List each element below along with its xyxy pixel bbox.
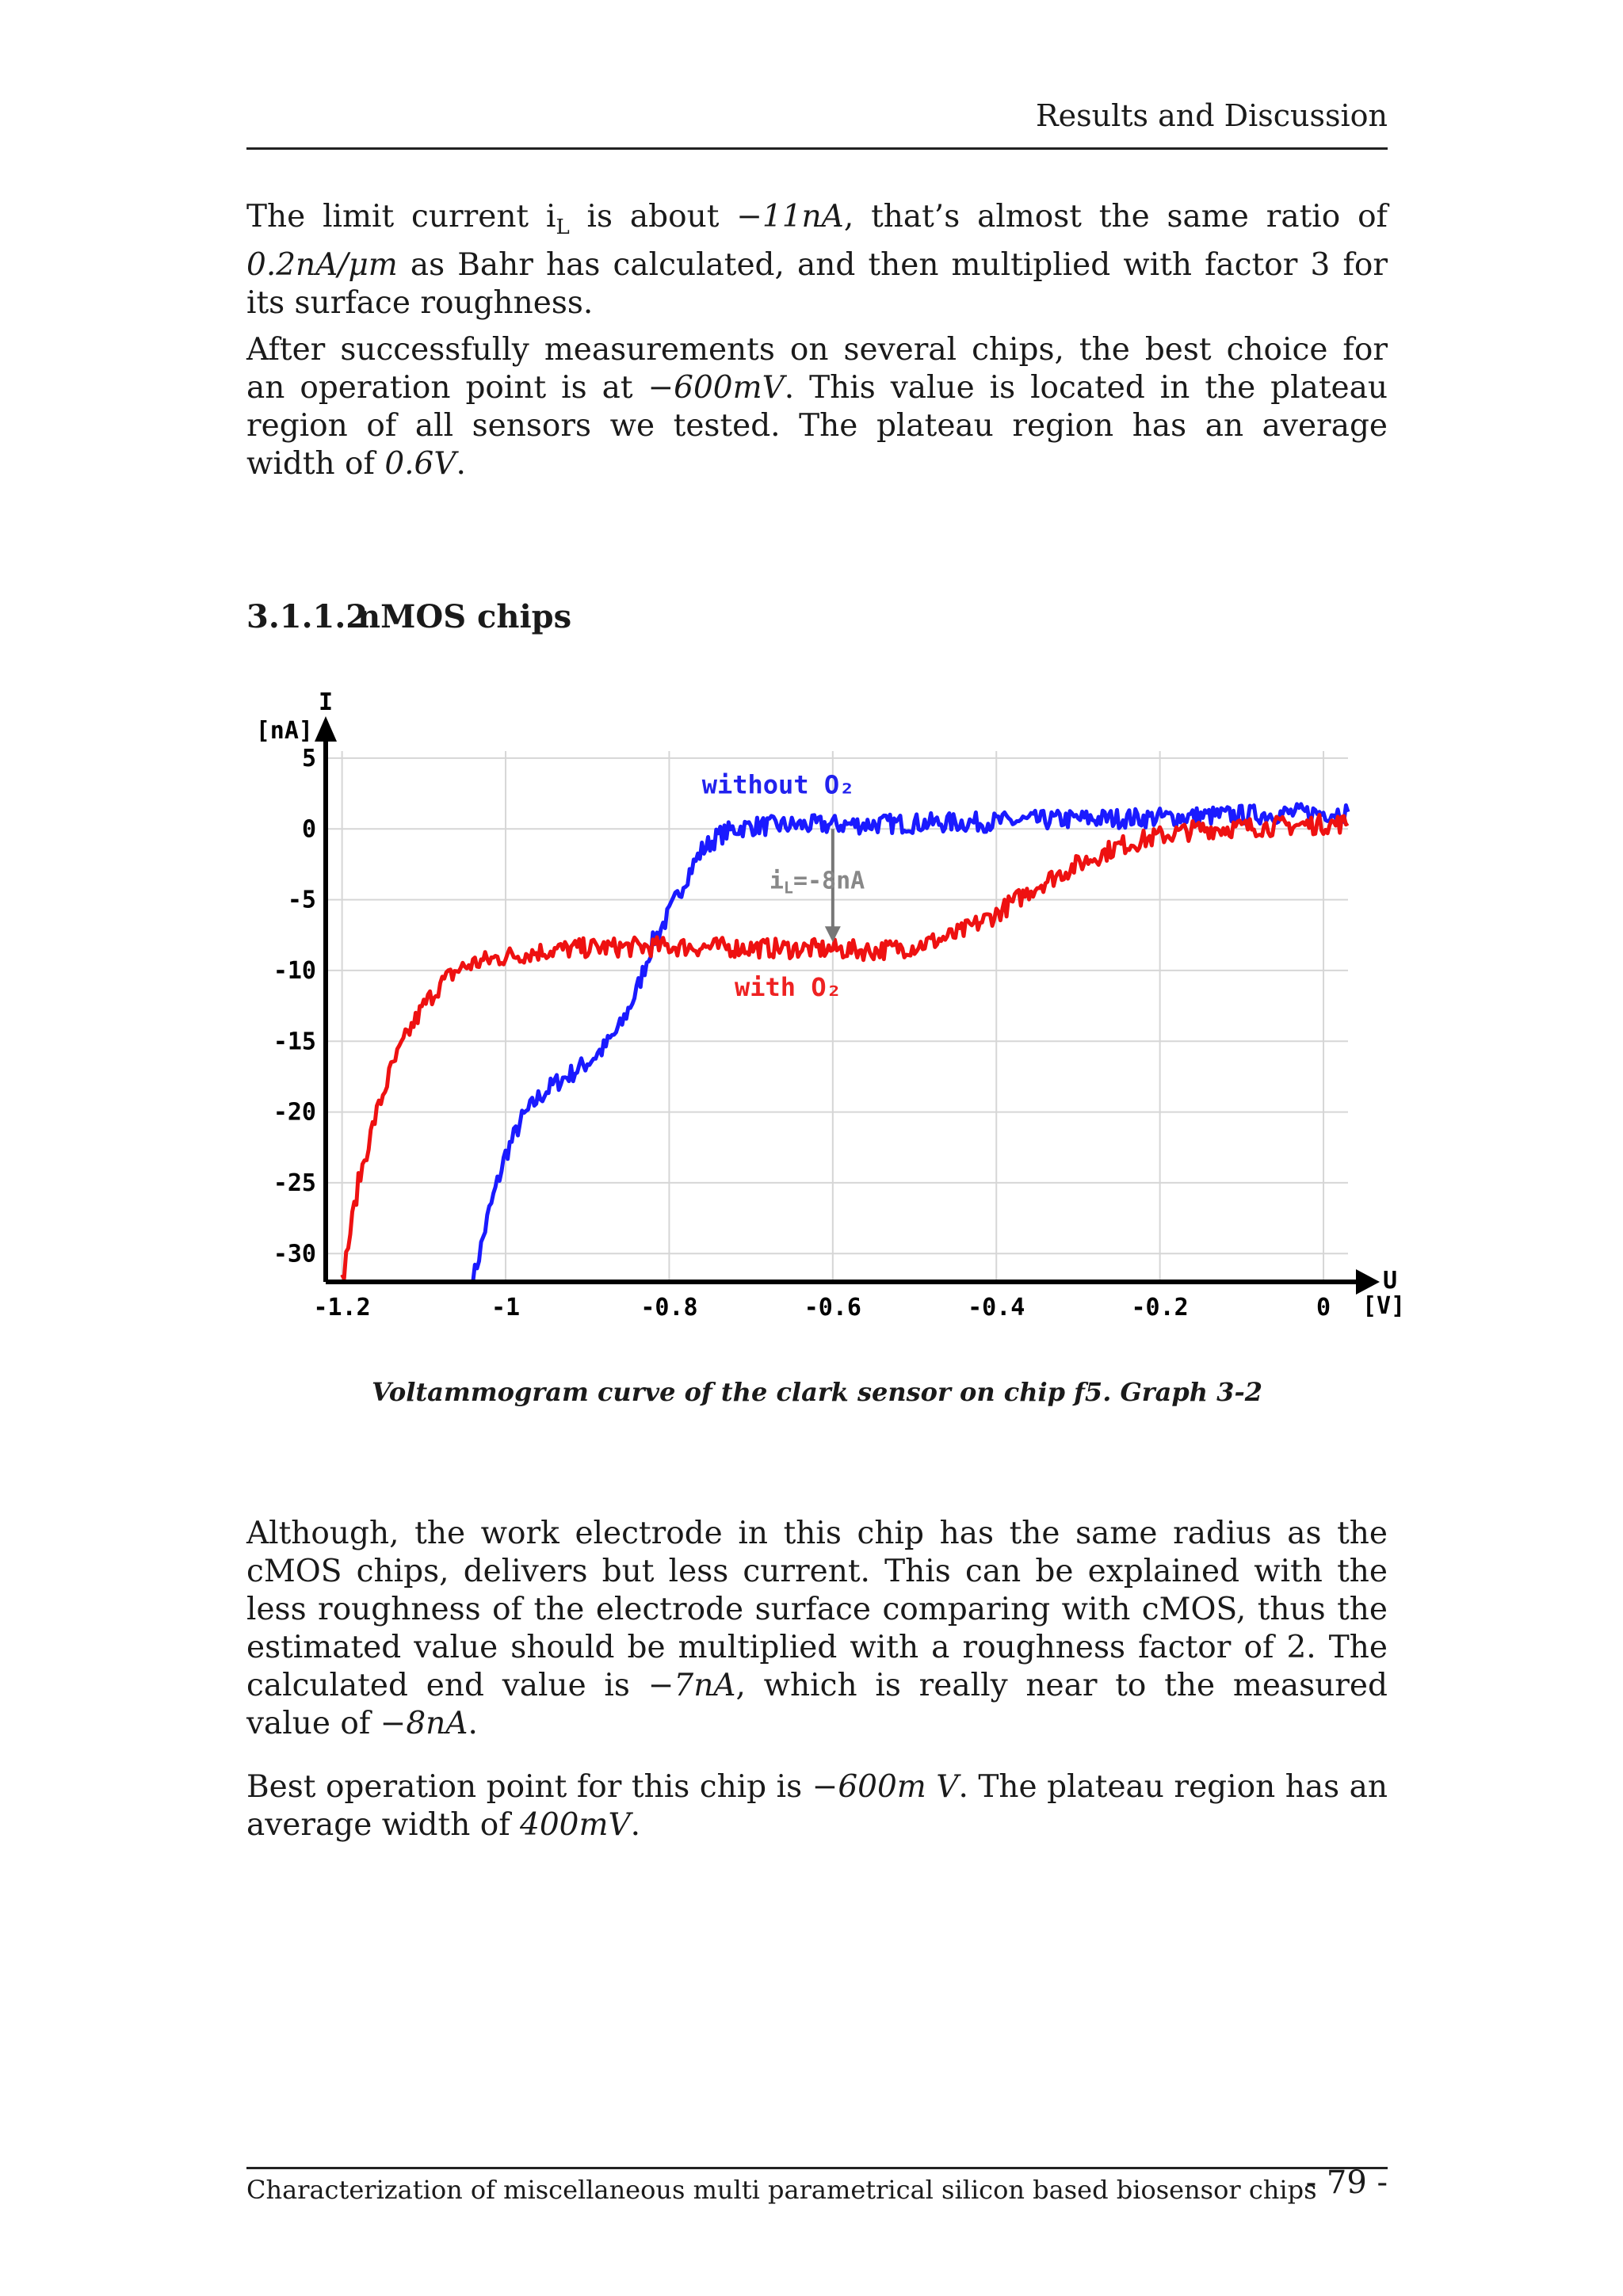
il-label-i: i	[769, 867, 784, 895]
x-tick-label: -1.2	[313, 1294, 371, 1322]
math-value: −600mV	[647, 370, 785, 406]
section-title: nMOS chips	[357, 598, 572, 635]
math-value: −8nA	[380, 1706, 468, 1741]
y-tick-label: -20	[273, 1098, 316, 1127]
y-tick-label: -15	[273, 1028, 316, 1056]
footer-title: Characterization of miscellaneous multi parametrical silicon based biosensor chips	[246, 2175, 1317, 2205]
voltammogram-figure	[246, 688, 1406, 1337]
series-without-o2	[473, 804, 1348, 1282]
math-value: 400mV	[520, 1807, 631, 1843]
x-tick-label: 0	[1316, 1294, 1331, 1322]
il-label-value: =-8nA	[792, 867, 865, 895]
y-tick-label: -30	[273, 1240, 316, 1268]
x-axis-name: U	[1383, 1267, 1398, 1295]
footer-rule	[246, 2167, 1388, 2169]
y-tick-label: -10	[273, 956, 316, 985]
y-axis-name: I	[318, 688, 334, 716]
text-run: . This value is located in the plateau region of all sensors we tested. The plateau region has an average width of	[246, 370, 1388, 482]
text-run: , which is really near to the measured value of	[246, 1668, 1388, 1741]
series-label-with-o2: with O₂	[735, 972, 842, 1003]
text-run: . The plateau region has an average width of	[246, 1769, 1388, 1843]
x-tick-label: -0.8	[640, 1294, 698, 1322]
page-header	[246, 95, 1388, 150]
text-run: Best operation point for this chip is	[246, 1769, 812, 1805]
il-label	[769, 867, 865, 897]
math-value: −600m V	[812, 1769, 959, 1805]
x-tick-label: -0.6	[804, 1294, 861, 1322]
paragraph-best-operation	[246, 1768, 1388, 1844]
x-tick-label: -0.2	[1131, 1294, 1189, 1322]
voltammogram-chart	[246, 688, 1406, 1337]
paragraph-electrode	[246, 1515, 1388, 1743]
text-run: is about	[569, 199, 737, 235]
section-number: 3.1.1.2	[246, 598, 369, 635]
y-axis-arrow	[315, 716, 337, 742]
x-tick-label: -1	[491, 1294, 521, 1322]
math-value: −7nA	[647, 1668, 736, 1703]
math-value: 0.2nA/μm	[246, 246, 398, 283]
header-title: Results and Discussion	[1036, 98, 1388, 133]
chart-axes	[315, 716, 1380, 1295]
paragraph-operation-point	[246, 331, 1388, 483]
subscript: L	[556, 215, 570, 239]
section-heading	[246, 598, 571, 635]
y-tick-label: -5	[287, 886, 316, 914]
page-number: - 79 -	[1305, 2164, 1388, 2201]
paragraph-limit-current	[246, 198, 1388, 322]
y-axis-unit: [nA]	[255, 717, 313, 745]
chart-annotation	[769, 829, 865, 942]
series-label-without-o2: without O₂	[701, 769, 855, 800]
y-tick-label: 5	[301, 744, 316, 772]
text-run: .	[468, 1706, 478, 1741]
chart-tick-labels	[273, 745, 1331, 1322]
text-run: The limit current i	[246, 199, 556, 235]
text-run: , that’s almost the same ratio of	[843, 199, 1388, 235]
text-run: .	[630, 1807, 641, 1843]
x-tick-label: -0.4	[968, 1294, 1025, 1322]
x-axis-arrow	[1356, 1269, 1380, 1295]
text-run: as Bahr has calculated, and then multiplied with factor 3 for its surface roughness.	[246, 246, 1388, 321]
figure-caption: Voltammogram curve of the clark sensor on chip f5. Graph 3-2	[372, 1377, 1262, 1407]
y-tick-label: 0	[301, 815, 316, 844]
text-run: .	[456, 446, 466, 482]
il-arrow-head	[825, 926, 841, 942]
y-tick-label: -25	[273, 1169, 316, 1197]
x-axis-unit: [V]	[1362, 1292, 1406, 1320]
il-label-sub: L	[783, 878, 793, 898]
text-run: Although, the work electrode in this chip has the same radius as the cMOS chips, delivers but less current. This can be explained with the less roughness of the electrode surface comparing with cMOS, thus the estimated value should be multiplied with a roughness factor of 2. The calculated end value is	[246, 1516, 1388, 1703]
text-run: After successfully measurements on several chips, the best choice for an operation point is at	[246, 332, 1388, 406]
math-value: 0.6V	[384, 446, 456, 482]
math-value: −11nA	[736, 199, 844, 235]
